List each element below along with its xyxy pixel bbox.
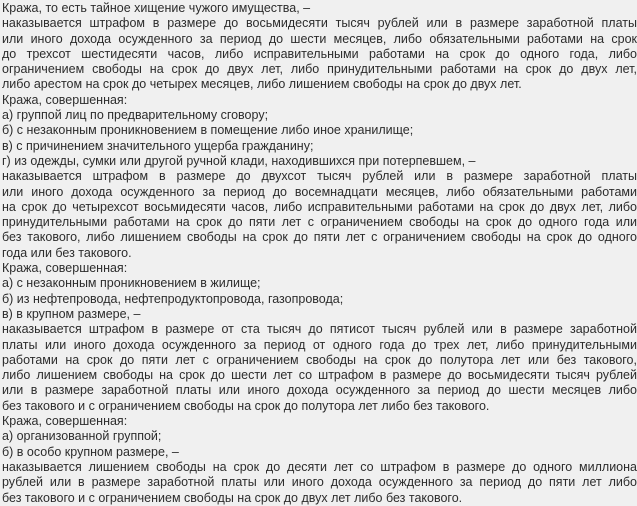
text-line: г) из одежды, сумки или другой ручной клади, находившихся при потерпевшем, – [2,153,476,168]
text-line: Кража, совершенная: [2,92,128,107]
text-line: Кража, то есть тайное хищение чужого имущества, – [2,1,311,15]
text-line: а) группой лиц по предварительному сговору; [2,108,269,123]
text-line: наказывается штрафом в размере от ста тысяч до пятисот тысяч рублей или в размере заработной [2,322,637,337]
text-line: наказывается лишением свободы на срок до десяти лет со штрафом в размере до одного миллиона [2,459,637,474]
legal-text-document [2,1,637,506]
text-line: без такового и с ограничением свободы на срок до двух лет либо без такового. [2,490,463,505]
text-line: наказывается штрафом в размере до восьмидесяти тысяч рублей или в размере заработной платы [2,16,637,31]
text-line: Кража, совершенная: [2,261,128,276]
text-line: в) с причинением значительного ущерба гражданину; [2,138,314,153]
text-line: либо лишением свободы на срок до шести лет со штрафом в размере до восьмидесяти тысяч рублей [2,368,637,383]
text-line: а) организованной группой; [2,429,162,444]
text-line: б) из нефтепровода, нефтепродуктопровода, газопровода; [2,291,344,306]
text-line: рублей или в размере заработной платы или иного дохода осужденного за период до пяти лет либо [2,475,637,490]
text-line: б) с незаконным проникновением в помещение либо иное хранилище; [2,123,414,138]
text-line: или иного дохода осужденного за период до восемнадцати месяцев, либо обязательными работами [2,184,637,199]
text-line: года или без такового. [2,245,132,260]
text-line: платы или иного дохода осужденного за период от одного года до трех лет, либо принудительными [2,337,637,352]
text-line: в) в крупном размере, – [2,306,141,321]
text-line: до трехсот шестидесяти часов, либо исправительными работами на срок до одного года, либо [2,46,637,61]
text-line: а) с незаконным проникновением в жилище; [2,276,261,291]
text-line: Кража, совершенная: [2,414,128,429]
text-line: без такового и с ограничением свободы на срок до полутора лет либо без такового. [2,398,490,413]
text-line: работами на срок до пяти лет с ограничением свободы на срок до полутора лет или без такового, [2,352,637,367]
text-line: б) в особо крупном размере, – [2,444,179,459]
text-line: или иного дохода осужденного за период до шести месяцев, либо обязательными работами на срок [2,31,637,46]
text-line: или в размере заработной платы или иного дохода осужденного за период до шести месяцев либо [2,383,637,398]
text-line: принудительными работами на срок до пяти лет с ограничением свободы на срок до одного года или [2,215,637,230]
text-line: либо арестом на срок до четырех месяцев, либо лишением свободы на срок до двух лет. [2,77,522,92]
text-line: наказывается штрафом в размере до двухсот тысяч рублей или в размере заработной платы [2,169,637,184]
text-line: ограничением свободы на срок до двух лет, либо принудительными работами на срок до двух лет, [2,62,637,77]
text-line: на срок до четырехсот восьмидесяти часов, либо исправительными работами на срок до двух лет, либо [2,199,637,214]
text-line: без такового, либо лишением свободы на срок до пяти лет с ограничением свободы на срок до одного [2,230,637,245]
